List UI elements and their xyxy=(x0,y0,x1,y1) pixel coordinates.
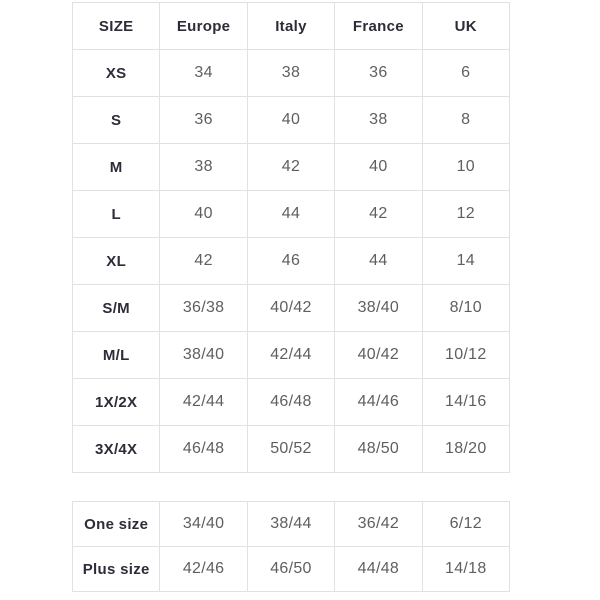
table-cell: 42 xyxy=(247,144,334,191)
table-cell: 38 xyxy=(160,144,247,191)
row-label: XL xyxy=(73,238,160,285)
row-label: M/L xyxy=(73,332,160,379)
table-cell: 10 xyxy=(422,144,509,191)
table-cell: 42 xyxy=(160,238,247,285)
table-cell: 40/42 xyxy=(247,285,334,332)
special-sizes-table xyxy=(72,501,510,592)
table-row-one-size xyxy=(73,502,510,547)
row-label: L xyxy=(73,191,160,238)
row-label: M xyxy=(73,144,160,191)
table-cell: 44 xyxy=(247,191,334,238)
table-cell: 40 xyxy=(247,97,334,144)
table-cell: 48/50 xyxy=(335,426,422,473)
table-row-3x4x xyxy=(73,426,510,473)
table-cell: 44/46 xyxy=(335,379,422,426)
table-cell: 38 xyxy=(247,50,334,97)
table-cell: 38/44 xyxy=(247,502,334,547)
table-cell: 8/10 xyxy=(422,285,509,332)
size-conversion-table xyxy=(72,2,510,473)
row-label: Plus size xyxy=(73,547,160,592)
row-label: One size xyxy=(73,502,160,547)
row-label: S/M xyxy=(73,285,160,332)
column-header-europe: Europe xyxy=(160,3,247,50)
table-cell: 46/50 xyxy=(247,547,334,592)
table-row-xl xyxy=(73,238,510,285)
column-header-france: France xyxy=(335,3,422,50)
table-cell: 40/42 xyxy=(335,332,422,379)
table-cell: 46/48 xyxy=(160,426,247,473)
column-header-size: SIZE xyxy=(73,3,160,50)
table-cell: 50/52 xyxy=(247,426,334,473)
table-cell: 12 xyxy=(422,191,509,238)
table-row-1x2x xyxy=(73,379,510,426)
row-label: 3X/4X xyxy=(73,426,160,473)
table-cell: 36 xyxy=(335,50,422,97)
table-cell: 46 xyxy=(247,238,334,285)
table-cell: 44/48 xyxy=(335,547,422,592)
table-cell: 40 xyxy=(335,144,422,191)
table-cell: 34 xyxy=(160,50,247,97)
table-cell: 6 xyxy=(422,50,509,97)
table-cell: 38/40 xyxy=(160,332,247,379)
row-label: XS xyxy=(73,50,160,97)
table-cell: 38/40 xyxy=(335,285,422,332)
table-cell: 36/42 xyxy=(335,502,422,547)
table-row-sm xyxy=(73,285,510,332)
row-label: S xyxy=(73,97,160,144)
table-cell: 42 xyxy=(335,191,422,238)
table-cell: 36/38 xyxy=(160,285,247,332)
table-row-ml xyxy=(73,332,510,379)
table-cell: 14/16 xyxy=(422,379,509,426)
table-cell: 34/40 xyxy=(160,502,247,547)
table-cell: 40 xyxy=(160,191,247,238)
table-row-s xyxy=(73,97,510,144)
table-row-m xyxy=(73,144,510,191)
table-row-l xyxy=(73,191,510,238)
table-cell: 38 xyxy=(335,97,422,144)
table-cell: 46/48 xyxy=(247,379,334,426)
table-cell: 6/12 xyxy=(422,502,509,547)
table-row-xs xyxy=(73,50,510,97)
table-cell: 14 xyxy=(422,238,509,285)
table-cell: 14/18 xyxy=(422,547,509,592)
header-row xyxy=(73,3,510,50)
column-header-italy: Italy xyxy=(247,3,334,50)
table-cell: 18/20 xyxy=(422,426,509,473)
table-cell: 42/46 xyxy=(160,547,247,592)
table-cell: 36 xyxy=(160,97,247,144)
column-header-uk: UK xyxy=(422,3,509,50)
table-cell: 42/44 xyxy=(160,379,247,426)
table-row-plus-size xyxy=(73,547,510,592)
table-cell: 8 xyxy=(422,97,509,144)
row-label: 1X/2X xyxy=(73,379,160,426)
table-cell: 44 xyxy=(335,238,422,285)
table-cell: 10/12 xyxy=(422,332,509,379)
table-cell: 42/44 xyxy=(247,332,334,379)
